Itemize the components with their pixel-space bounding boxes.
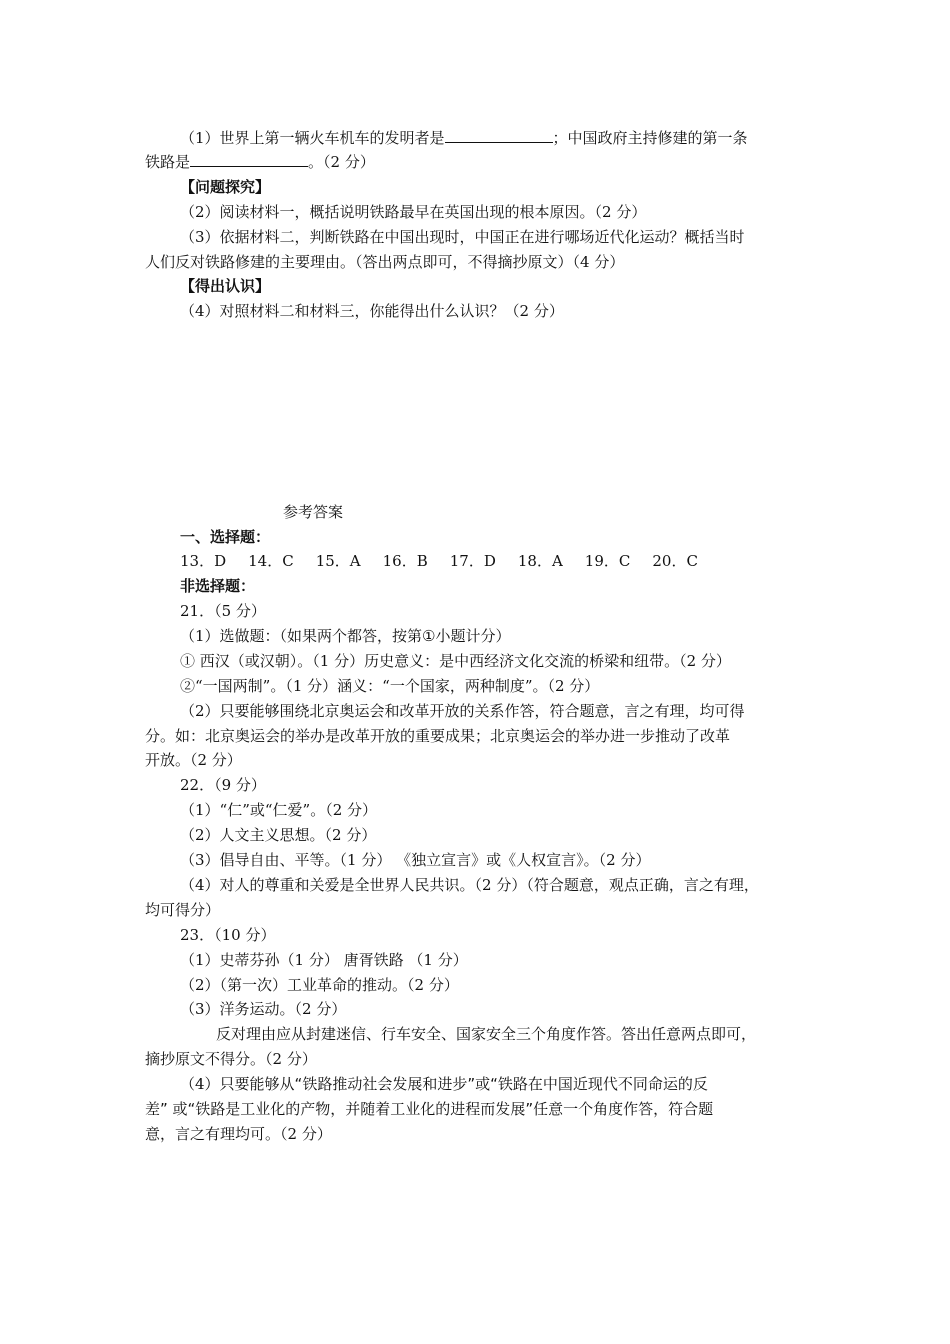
answer-text: 分。 bbox=[145, 727, 176, 745]
mcq-answer: 14．C bbox=[248, 552, 294, 570]
mcq-answer: 15．A bbox=[315, 552, 361, 570]
answer-blank-1 bbox=[445, 128, 553, 143]
mcq-answer: 20．C bbox=[652, 552, 698, 570]
q1-text-2: ；中国政府主持修建的第一条 bbox=[552, 129, 748, 147]
mcq-answer: 19．C bbox=[584, 552, 631, 570]
answer-23-line-1: （1）史蒂芬孙（1 分） 唐胥铁路 （1 分） bbox=[180, 951, 468, 969]
answer-23-line-2: （2）（第一次）工业革命的推动。（2 分） bbox=[180, 976, 459, 994]
answer-23-line-8 bbox=[145, 1124, 332, 1144]
section-heading-conclusion: 【得出认识】 bbox=[180, 277, 271, 295]
answer-text: 只要能够从“铁路推动社会发展和进步”或“铁路在中国近现代不同命运的反 bbox=[219, 1075, 708, 1093]
answer-text: 意，言之有理均可。 bbox=[145, 1125, 281, 1143]
answer-text: （4） bbox=[180, 1075, 220, 1093]
mcq-answer: 16．B bbox=[382, 552, 428, 570]
question-4: （4）对照材料二和材料三，你能得出什么认识？（2 分） bbox=[180, 302, 564, 320]
answer-text: （2） bbox=[180, 702, 220, 720]
answer-text: 摘抄原文不得分。 bbox=[145, 1050, 266, 1068]
answer-21-line-5 bbox=[145, 726, 730, 746]
answer-text: 只要能够围绕北京奥运会和改革开放的关系作答，符合题意，言之有理，均可得 bbox=[219, 702, 745, 720]
question-2: （2）阅读材料一，概括说明铁路最早在英国出现的根本原因。（2 分） bbox=[180, 203, 647, 221]
answer-22-line-2: （2）人文主义思想。（2 分） bbox=[180, 826, 377, 844]
answer-text: 如：北京奥运会的举办是改革开放的重要成果；北京奥运会的举办进一步推动了改革 bbox=[175, 727, 731, 745]
answer-21-line-1 bbox=[180, 626, 511, 646]
answer-22-line-3: （3）倡导自由、平等。（1 分） 《独立宣言》或《人权宣言》。（2 分） bbox=[180, 851, 651, 869]
mcq-heading: 一、选择题： bbox=[180, 528, 271, 546]
answer-text: （2 分） bbox=[265, 1050, 317, 1068]
answer-22-line-1: （1）“仁”或“仁爱”。（2 分） bbox=[180, 801, 378, 819]
q1-text-4: 。（2 分） bbox=[308, 153, 375, 171]
answer-23-line-5 bbox=[145, 1049, 317, 1069]
answer-21-line-4 bbox=[180, 701, 745, 721]
answer-21-line-2: ① 西汉（或汉朝）。（1 分）历史意义：是中西经济文化交流的桥梁和纽带。（2 分） bbox=[180, 652, 731, 670]
section-heading-explore: 【问题探究】 bbox=[180, 178, 271, 196]
answer-text: （1）选做题： bbox=[180, 627, 280, 645]
answer-title: 参考答案 bbox=[283, 503, 344, 521]
answer-text: （如果两个都答，按第①小题计分） bbox=[279, 627, 511, 645]
q1-text: （1）世界上第一辆火车机车的发明者是 bbox=[180, 129, 445, 147]
answer-text: （2 分） bbox=[280, 1125, 332, 1143]
question-1-line-2 bbox=[145, 152, 375, 172]
answer-23-line-4: 反对理由应从封建迷信、行车安全、国家安全三个角度作答。答出任意两点即可， bbox=[216, 1025, 757, 1043]
answer-23-line-7: 差” 或“铁路是工业化的产物，并随着工业化的进程而发展”任意一个角度作答，符合题 bbox=[145, 1100, 714, 1118]
question-1-line bbox=[180, 128, 748, 148]
non-mcq-heading: 非选择题： bbox=[180, 577, 256, 595]
mcq-answer: 18．A bbox=[517, 552, 563, 570]
answer-23-line-3: （3）洋务运动。（2 分） bbox=[180, 1000, 347, 1018]
answer-text: （4）对人的尊重和关爱是全世界人民共识。（2 分） bbox=[180, 876, 527, 894]
mcq-answer: 17．D bbox=[449, 552, 496, 570]
answer-22-title: 22．（9 分） bbox=[180, 776, 266, 794]
answer-23-title: 23．（10 分） bbox=[180, 926, 276, 944]
question-3-line-1: （3）依据材料二，判断铁路在中国出现时，中国正在进行哪场近代化运动？概括当时 bbox=[180, 228, 745, 246]
question-3-line-2: 人们反对铁路修建的主要理由。（答出两点即可，不得摘抄原文）（4 分） bbox=[145, 253, 625, 271]
answer-23-line-6 bbox=[180, 1074, 708, 1094]
answer-21-title: 21．（5 分） bbox=[180, 602, 266, 620]
answer-22-line-5: 均可得分） bbox=[145, 901, 221, 919]
mcq-answer: 13．D bbox=[180, 552, 227, 570]
q1-text-3: 铁路是 bbox=[145, 153, 191, 171]
answer-22-line-4 bbox=[180, 875, 759, 895]
mcq-answer-row bbox=[180, 551, 720, 571]
answer-21-line-6: 开放。（2 分） bbox=[145, 751, 242, 769]
answer-21-line-3: ②“一国两制”。（1 分）涵义：“一个国家，两种制度”。（2 分） bbox=[180, 677, 600, 695]
answer-text: （符合题意，观点正确，言之有理， bbox=[526, 876, 759, 894]
answer-blank-2 bbox=[190, 152, 308, 167]
